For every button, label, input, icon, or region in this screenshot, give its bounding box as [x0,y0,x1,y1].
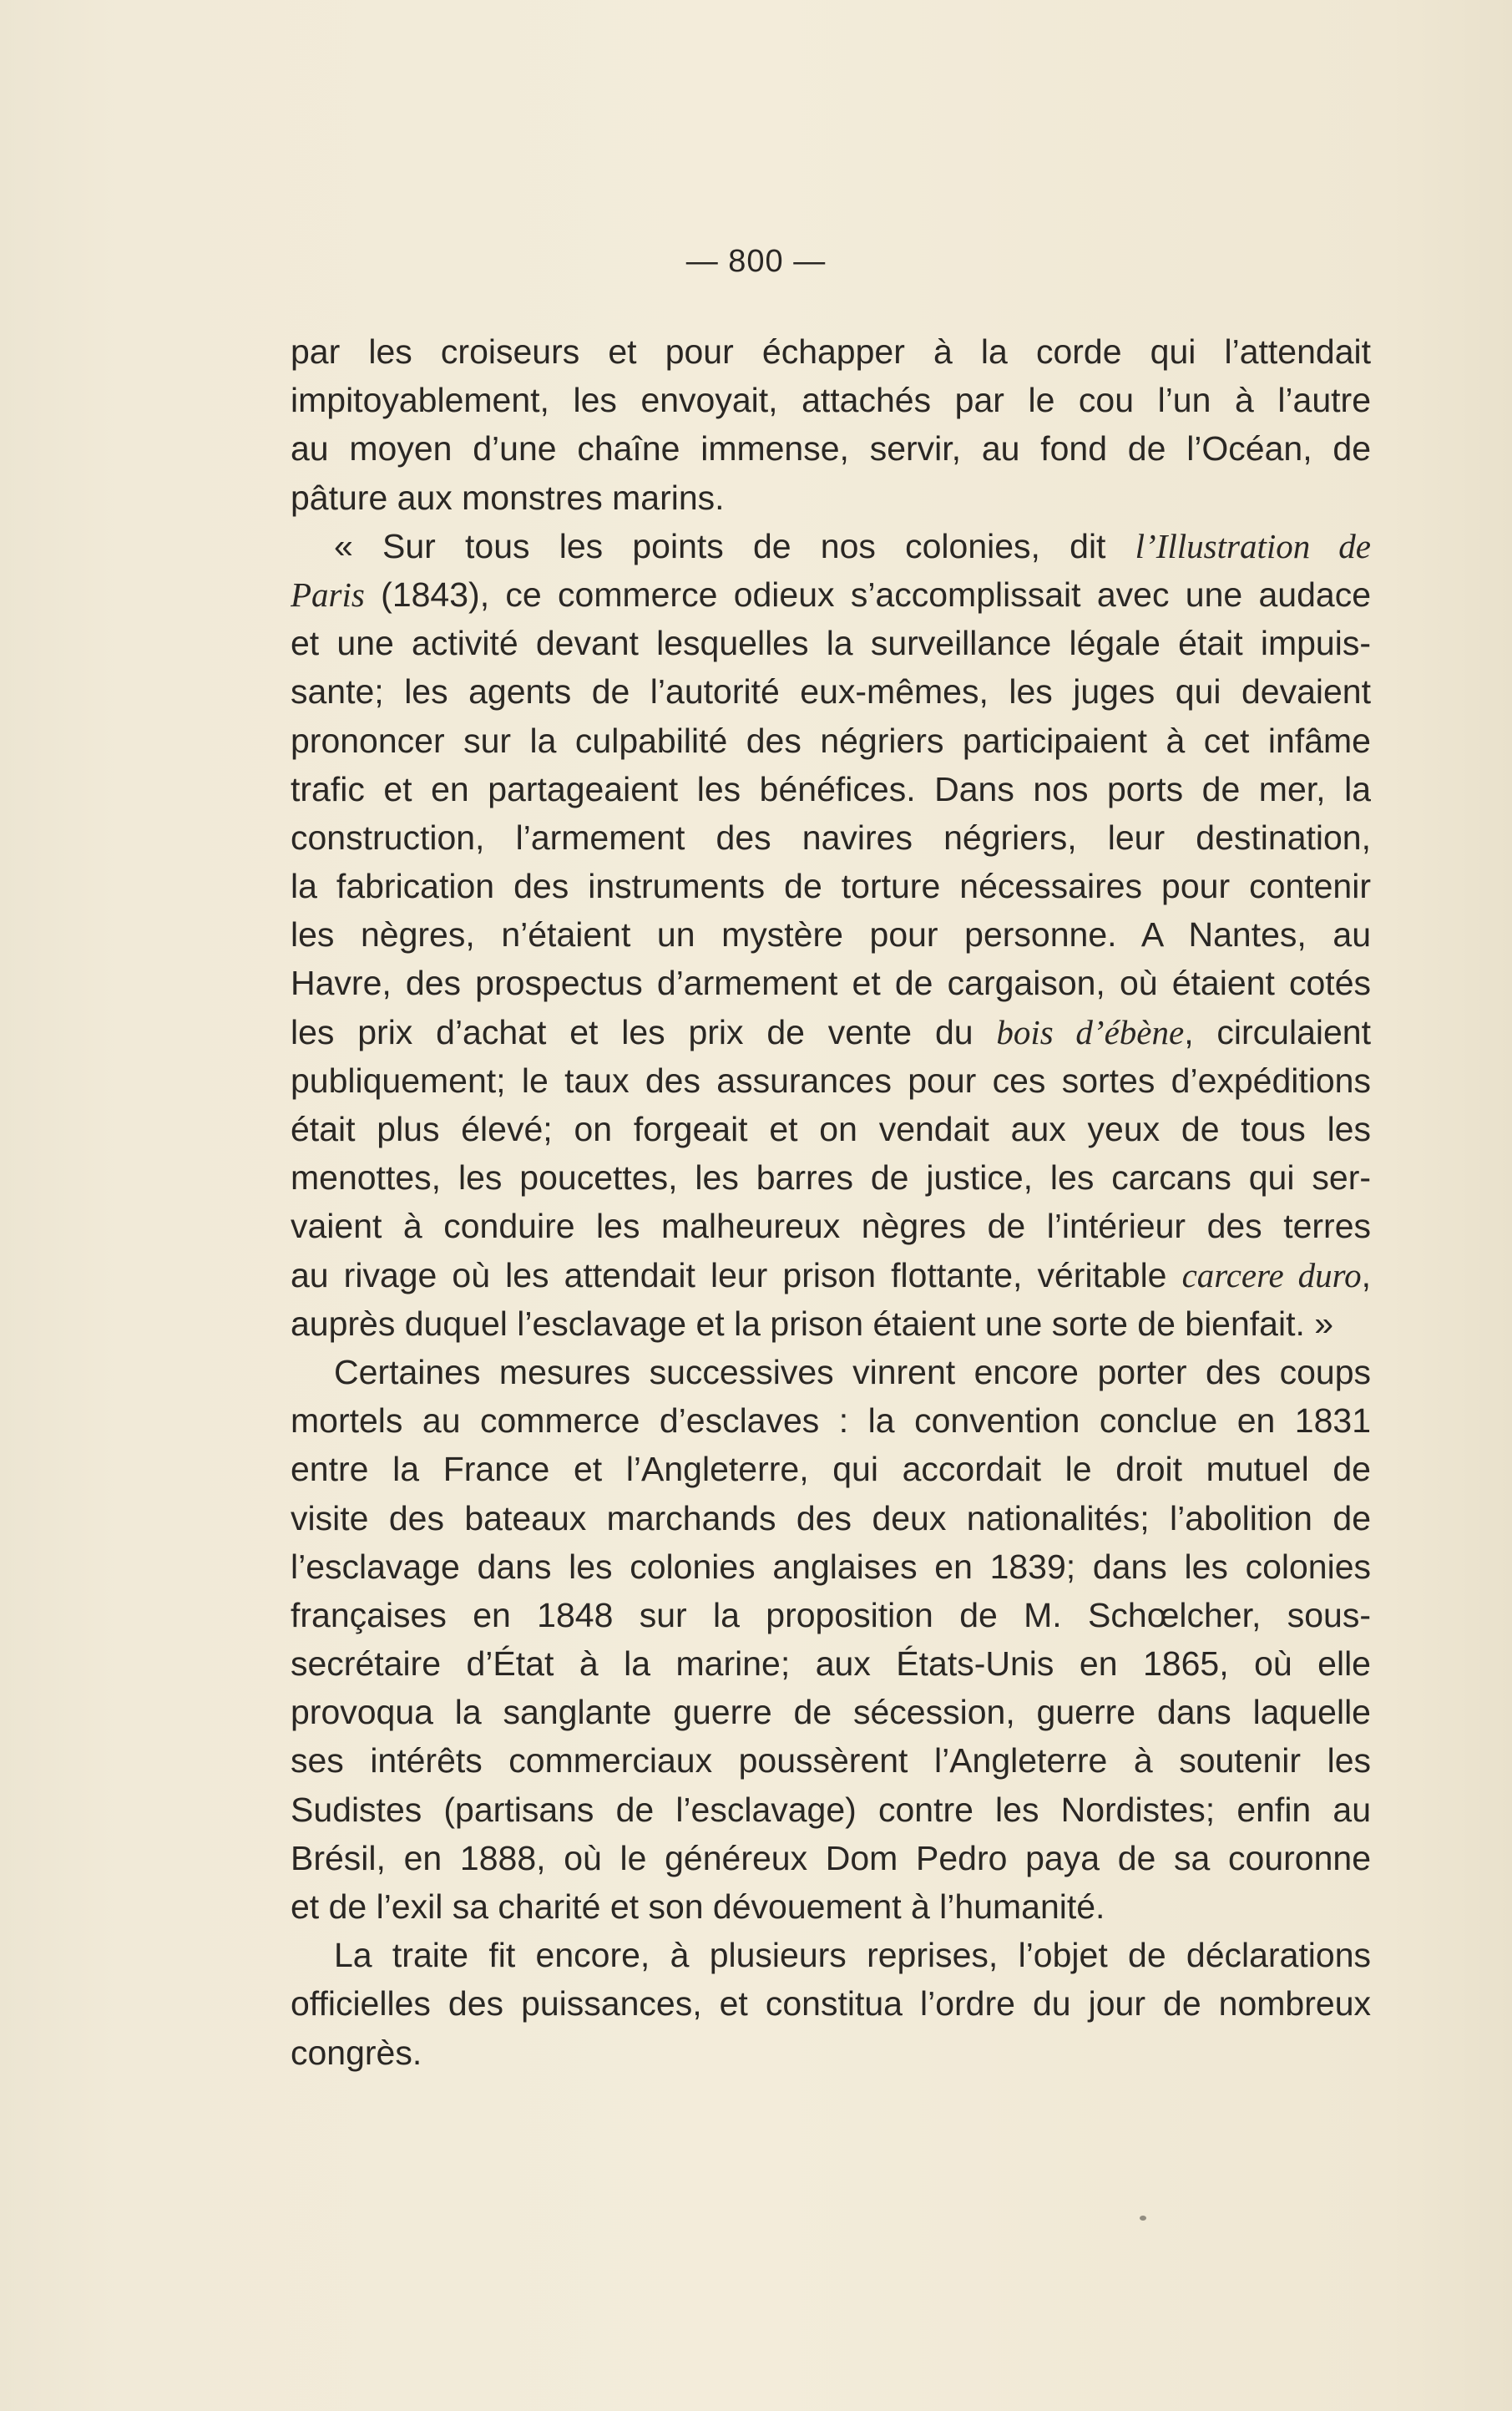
body-text [291,327,1371,2077]
italic-text: bois d’ébène [996,1012,1185,1051]
text-segment: par les croiseurs et pour échapper à la corde qui l’attendait [291,332,1371,371]
text-line [291,2029,1371,2077]
text-line [291,1251,1371,1299]
text-segment: et une activité devant lesquelles la surveillance légale était impuis- [291,624,1371,663]
text-segment: ses intérêts commerciaux poussèrent l’Angleterre à soutenir les [291,1741,1371,1780]
text-segment: (1843), ce commerce odieux s’accomplissait avec une audace [364,575,1371,614]
text-segment: construction, l’armement des navires négriers, leur destination, [291,818,1371,857]
text-segment: provoqua la sanglante guerre de sécession, guerre dans laquelle [291,1693,1371,1732]
text-line [291,1882,1371,1931]
text-segment: menottes, les poucettes, les barres de justice, les carcans qui ser- [291,1158,1371,1198]
text-segment: l’esclavage dans les colonies anglaises en 1839; dans les colonies [291,1547,1371,1586]
text-line [291,570,1371,619]
text-line [291,1639,1371,1688]
text-segment: françaises en 1848 sur la proposition de M. Schœlcher, sous- [291,1595,1371,1634]
text-line [291,1008,1371,1056]
text-segment: , circulaient [1184,1012,1371,1051]
text-line [291,1979,1371,2028]
text-segment: impitoyablement, les envoyait, attachés par le cou l’un à l’autre [291,381,1371,420]
text-segment: Sudistes (partisans de l’esclavage) contre les Nordistes; enfin au [291,1790,1371,1829]
text-line [291,1736,1371,1785]
text-segment: congrès. [291,2033,422,2072]
text-segment: Havre, des prospectus d’armement et de cargaison, où étaient cotés [291,964,1371,1003]
text-line [291,1591,1371,1639]
text-line [291,765,1371,813]
text-line [291,522,1371,570]
text-line [291,1153,1371,1202]
text-segment: Certaines mesures successives vinrent encore porter des coups [334,1352,1371,1391]
text-segment: et de l’exil sa charité et son dévouement à l’humanité. [291,1887,1105,1926]
text-line [291,1542,1371,1591]
text-segment: secrétaire d’État à la marine; aux États-Unis en 1865, où elle [291,1644,1371,1684]
italic-text: carcere duro [1181,1255,1362,1294]
text-segment: la fabrication des instruments de torture nécessaires pour contenir [291,867,1371,906]
text-segment: mortels au commerce d’esclaves : la convention conclue en 1831 [291,1401,1371,1441]
italic-text: l’Illustration de [1135,526,1371,565]
text-line [291,667,1371,716]
text-line [291,376,1371,424]
text-segment: vaient à conduire les malheureux nègres de l’intérieur des terres [291,1207,1371,1246]
text-line [291,910,1371,959]
text-line [291,424,1371,473]
text-segment: sante; les agents de l’autorité eux-mêmes, les juges qui devaient [291,672,1371,712]
text-line [291,1494,1371,1542]
text-line [291,1688,1371,1736]
text-line [291,1396,1371,1445]
text-line [291,1202,1371,1250]
text-line [291,717,1371,765]
text-segment: « Sur tous les points de nos colonies, dit [334,526,1135,565]
text-segment: officielles des puissances, et constitua l’ordre du jour de nombreux [291,1984,1371,2024]
text-line [291,1445,1371,1493]
text-segment: pâture aux monstres marins. [291,478,725,517]
text-line [291,1348,1371,1396]
text-line [291,1931,1371,1979]
text-line [291,619,1371,667]
italic-text: Paris [291,575,365,614]
text-segment: , [1361,1255,1371,1294]
text-segment: prononcer sur la culpabilité des négriers participaient à cet infâme [291,721,1371,760]
text-segment: La traite fit encore, à plusieurs reprises, l’objet de déclarations [334,1936,1371,1975]
text-line [291,1299,1371,1348]
text-segment: publiquement; le taux des assurances pour ces sortes d’expéditions [291,1061,1371,1100]
ink-speck [1140,2216,1146,2221]
text-segment: au rivage où les attendait leur prison flottante, véritable [291,1255,1182,1294]
text-segment: les nègres, n’étaient un mystère pour personne. A Nantes, au [291,915,1371,955]
text-line [291,474,1371,522]
text-segment: auprès duquel l’esclavage et la prison étaient une sorte de bienfait. » [291,1304,1334,1343]
text-line [291,862,1371,910]
text-line [291,959,1371,1007]
text-segment: visite des bateaux marchands des deux nationalités; l’abolition de [291,1498,1371,1537]
text-line [291,1105,1371,1153]
text-line [291,1785,1371,1834]
text-segment: au moyen d’une chaîne immense, servir, au fond de l’Océan, de [291,429,1371,469]
text-line [291,813,1371,862]
text-segment: entre la France et l’Angleterre, qui accordait le droit mutuel de [291,1450,1371,1489]
text-line [291,327,1371,376]
text-segment: trafic et en partageaient les bénéfices. Dans nos ports de mer, la [291,769,1371,808]
text-segment: les prix d’achat et les prix de vente du [291,1012,997,1051]
text-line [291,1056,1371,1105]
page-number: — 800 — [685,244,827,279]
text-segment: était plus élevé; on forgeait et on vendait aux yeux de tous les [291,1110,1371,1148]
text-segment: Brésil, en 1888, où le généreux Dom Pedro paya de sa couronne [291,1838,1371,1877]
text-line [291,1834,1371,1882]
